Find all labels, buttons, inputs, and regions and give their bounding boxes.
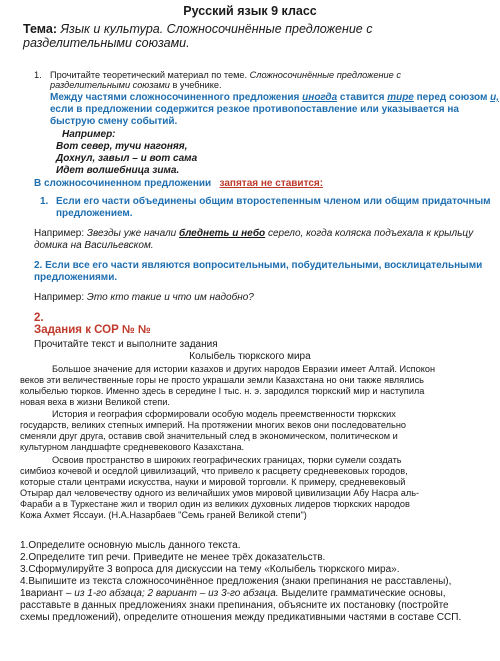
item1-text-a: Прочитайте теоретический материал по теме. (50, 70, 248, 80)
rule-line2: если в предложении содержится резкое противопоставление или указывается на (50, 104, 459, 115)
question-1: 1.Определите основную мысль данного текста. (20, 540, 241, 551)
case1-number: 1. (40, 196, 49, 207)
p2-line4: культурном ландшафте средневекового Казахстана. (20, 442, 245, 452)
rule-line3: быструю смену событий. (50, 116, 178, 127)
p3-line6: Кожа Ахмет Яссауи. (Н.А.Назарбаев "Семь граней Великой степи") (20, 510, 307, 520)
example3-a: Например: (34, 292, 85, 303)
example-label: Например: (62, 129, 116, 140)
p3-line3: которые стали центрами искусства, науки и мировой торговли. К примеру, средневековый (20, 477, 406, 487)
tasks-heading: Задания к СОР № № (34, 324, 151, 336)
tasks-instruction: Прочитайте текст и выполните задания (34, 339, 218, 350)
item1-text-d: в учебнике. (172, 80, 222, 90)
example2-b: Звезды уже начали (86, 228, 177, 239)
case1-line1: Если его части объединены общим второстепенным членом или общим придаточным (56, 196, 491, 207)
p3-line1: Освоив пространство в широких географических границах, тюрки сумели создать (52, 455, 402, 465)
case2-line1: 2. Если все его части являются вопросительными, побудительными, восклицательными (34, 260, 483, 271)
p1-line2: веков эти величественные горы не просто украшали земли Казахстана но они также являлись (20, 375, 424, 385)
example3-b: Это кто такие и что им надобно? (86, 292, 254, 303)
item1-text-c: разделительными союзами (50, 80, 170, 90)
rule-text-f: и, (490, 92, 500, 103)
p3-line2: симбиоз кочевой и оседлой цивилизаций, что привело к расцвету средневековых городов, (20, 466, 408, 476)
rule-text-d: тире (387, 92, 414, 103)
example3 (34, 292, 254, 303)
p1-line4: новая веха в жизни Великой степи. (20, 397, 170, 407)
case2-line2: предложениями. (34, 272, 118, 283)
p1-line1: Большое значение для истории казахов и других народов Евразии имеет Алтай. Испокон (52, 364, 436, 374)
theme-line (23, 22, 483, 50)
poem-line2: Дохнул, завыл – и вот сама (56, 153, 198, 164)
item1-line2 (50, 80, 222, 91)
example2-a: Например: (34, 228, 85, 239)
p2-line2: государств, великих степных империй. На протяжении многих веков они последовательно (20, 420, 407, 430)
p3-line4: Отырар дал человечеству одного из величайших умов мировой цивилизации Абу Насра аль- (20, 488, 420, 498)
question-4-line4: схемы предложений), определите отношения между предикативными частями в составе ССП. (20, 612, 462, 623)
comma-rule-a: В сложносочиненном предложении (34, 178, 212, 189)
p1-line3: колыбелью тюрков. Именно здесь в середине I тыс. н. э. зародился тюркский мир и наступила (20, 386, 425, 396)
comma-rule-b: запятая не ставится: (219, 178, 324, 189)
rule-text-b: иногда (302, 92, 338, 103)
example2-line2: домика на Васильевском. (34, 240, 154, 251)
item1-text-b: Сложносочинённые предложение с (249, 70, 401, 80)
example2-line1 (34, 228, 473, 239)
q4-variants: из 1-го абзаца; 2 вариант – из 3-го абзаца. (74, 588, 279, 599)
theme-text: Язык и культура. Сложносочинённые предложение с разделительными союзами. (23, 22, 373, 50)
question-4-line2 (20, 588, 446, 599)
comma-rule (34, 178, 323, 189)
tasks-number: 2. (34, 312, 44, 324)
poem-line3: Идет волшебница зима. (56, 165, 180, 176)
poem-line1: Вот север, тучи нагоняя, (56, 141, 188, 152)
rule-text-a: Между частями сложносочиненного предложения (50, 92, 300, 103)
case1-line2: предложением. (56, 208, 133, 219)
p2-line1: История и география сформировали особую модель преемственности тюркских (52, 409, 396, 419)
rule-text-c: ставится (339, 92, 385, 103)
example2-c: бледнеть и небо (179, 228, 266, 239)
page-title: Русский язык 9 класс (183, 4, 317, 18)
q4-instruction: Выделите грамматические основы, (281, 588, 446, 599)
text-title: Колыбель тюркского мира (189, 351, 311, 362)
rule-line1 (50, 92, 499, 103)
question-2: 2.Определите тип речи. Приведите не менее трёх доказательств. (20, 552, 326, 563)
example2-d: серело, когда коляска подъехала к крыльцу (267, 228, 474, 239)
question-3: 3.Сформулируйте 3 вопроса для дискуссии на тему «Колыбель тюркского мира». (20, 564, 400, 575)
p2-line3: сменяли друг друга, оставив свой значительный след в экономическом, политическом и (20, 431, 398, 441)
question-4-line1: 4.Выпишите из текста сложносочинённое предложения (знаки препинания не расставлены), (20, 576, 452, 587)
item1-number: 1. (34, 70, 42, 80)
theme-label: Тема: (23, 22, 57, 36)
rule-text-e: перед союзом (416, 92, 488, 103)
p3-line5: Фараби а в Туркестане жил и творил один из великих духовных лидеров тюркских народов (20, 499, 410, 509)
q4-variant1: 1вариант – (20, 588, 72, 599)
question-4-line3: расставьте в данных предложениях знаки препинания, объясните их постановку (постройте (20, 600, 449, 611)
